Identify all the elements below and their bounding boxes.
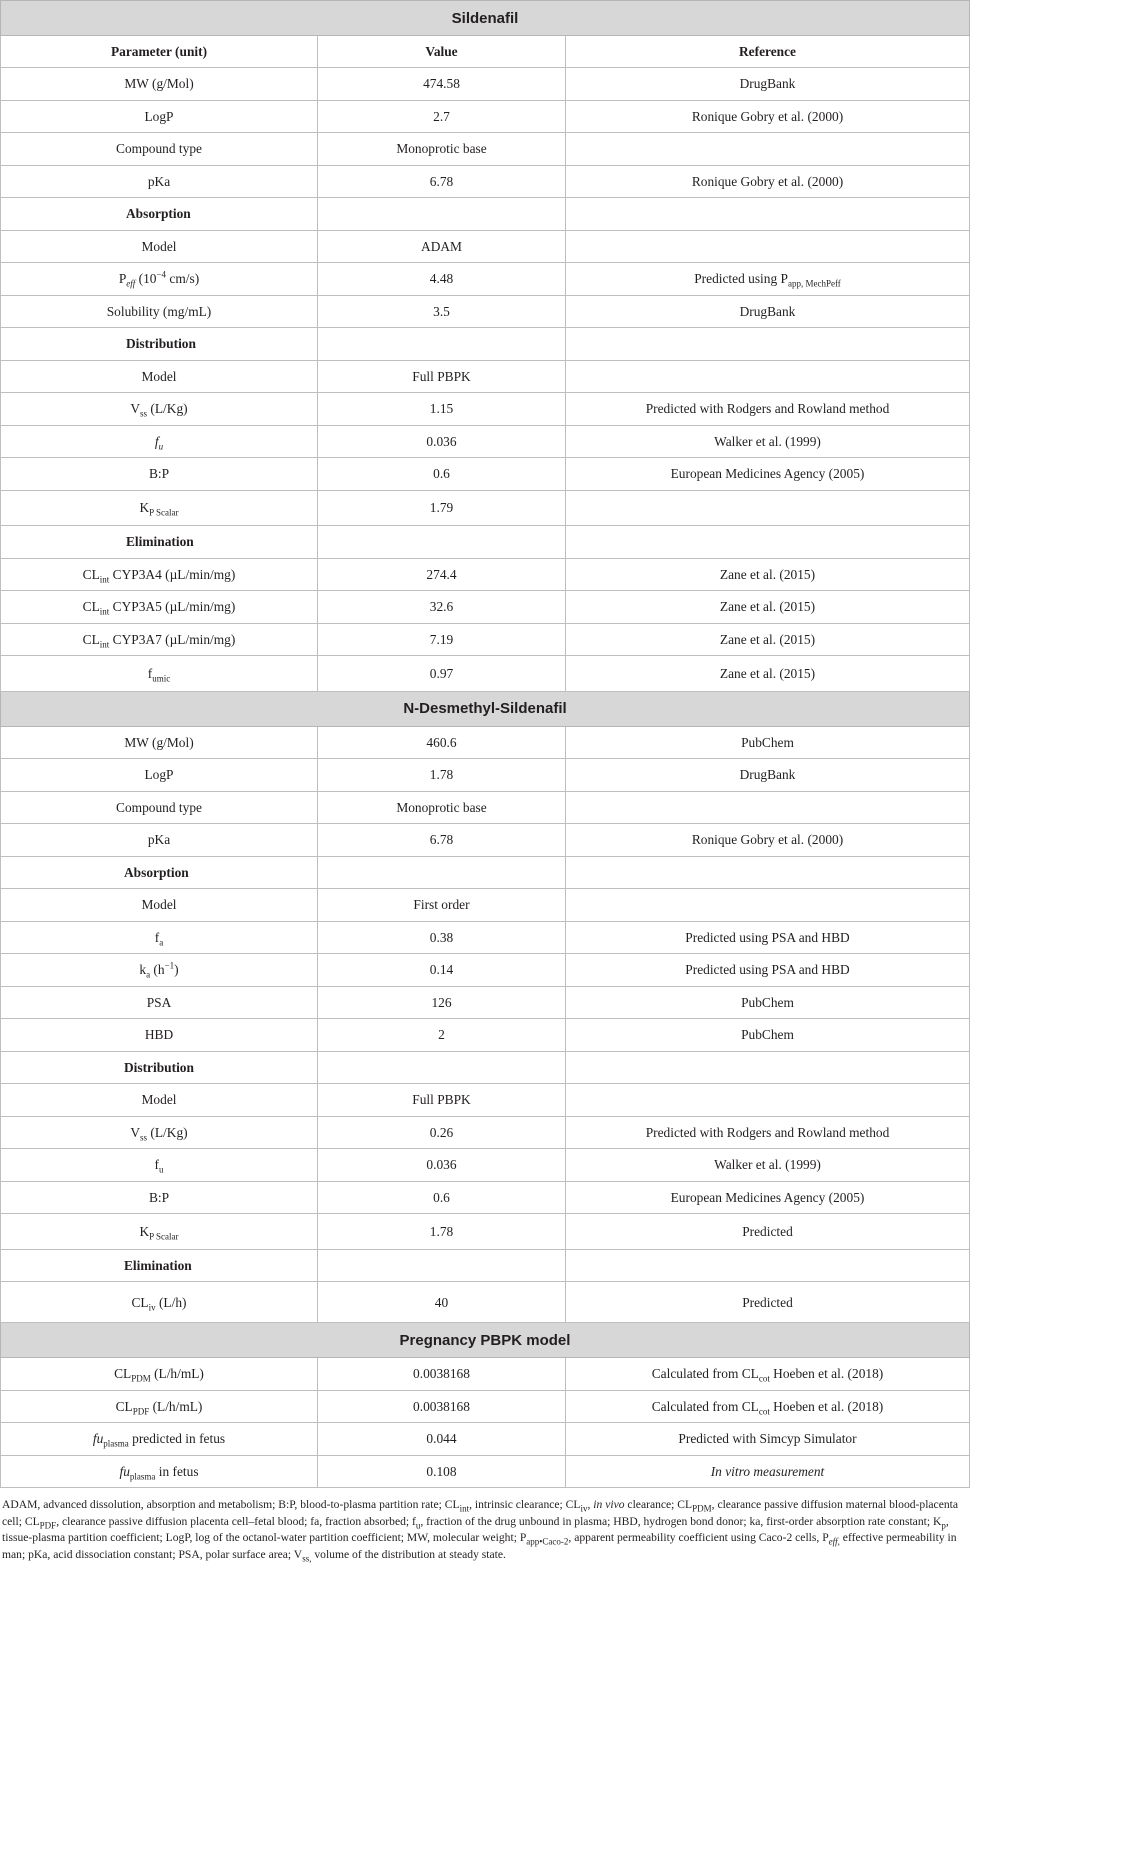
table-row bbox=[1, 824, 970, 857]
value-cell: 0.108 bbox=[318, 1455, 566, 1488]
table-row bbox=[1, 889, 970, 922]
value-cell: 0.6 bbox=[318, 1181, 566, 1214]
table-row bbox=[1, 986, 970, 1019]
subheading-distribution: Distribution bbox=[1, 1051, 318, 1084]
column-header-reference: Reference bbox=[566, 36, 970, 68]
reference-cell: Ronique Gobry et al. (2000) bbox=[566, 165, 970, 198]
value-cell: 1.79 bbox=[318, 490, 566, 526]
table-row bbox=[1, 100, 970, 133]
table-row bbox=[1, 921, 970, 954]
param-cell: pKa bbox=[1, 824, 318, 857]
subheading-row bbox=[1, 1051, 970, 1084]
value-cell: Monoprotic base bbox=[318, 791, 566, 824]
value-cell: 1.78 bbox=[318, 1214, 566, 1250]
reference-cell: In vitro measurement bbox=[566, 1455, 970, 1488]
param-cell: $f_a$ bbox=[1, 921, 318, 954]
subheading-absorption: Absorption bbox=[1, 198, 318, 231]
table-row bbox=[1, 759, 970, 792]
column-header-parameter: Parameter (unit) bbox=[1, 36, 318, 68]
param-cell: Model bbox=[1, 889, 318, 922]
reference-cell: Predicted with Rodgers and Rowland method bbox=[566, 393, 970, 426]
table-row bbox=[1, 954, 970, 987]
value-cell: 0.14 bbox=[318, 954, 566, 987]
param-cell: $k_a$ $(h^{-1})$ bbox=[1, 954, 318, 987]
value-cell: 2 bbox=[318, 1019, 566, 1052]
reference-cell: Walker et al. (1999) bbox=[566, 1149, 970, 1182]
reference-cell: Zane et al. (2015) bbox=[566, 558, 970, 591]
param-cell: $V_{ss}$ (L/Kg) bbox=[1, 1116, 318, 1149]
reference-cell bbox=[566, 889, 970, 922]
reference-cell bbox=[566, 133, 970, 166]
table-row bbox=[1, 558, 970, 591]
section-title: Pregnancy PBPK model bbox=[1, 1323, 970, 1358]
reference-cell: DrugBank bbox=[566, 68, 970, 101]
value-cell: 40 bbox=[318, 1282, 566, 1323]
param-cell: HBD bbox=[1, 1019, 318, 1052]
param-cell: Compound type bbox=[1, 791, 318, 824]
reference-cell: Calculated from $CL_{cot}$ Hoeben et al. (2018) bbox=[566, 1358, 970, 1391]
param-cell: $f_u$ bbox=[1, 425, 318, 458]
param-cell: $CL_{int}$ CYP3A7 (µL/min/mg) bbox=[1, 623, 318, 656]
param-cell: $f_u$ bbox=[1, 1149, 318, 1182]
param-cell: Model bbox=[1, 230, 318, 263]
subheading-row bbox=[1, 526, 970, 559]
reference-cell: PubChem bbox=[566, 986, 970, 1019]
table-row bbox=[1, 295, 970, 328]
table-row bbox=[1, 68, 970, 101]
column-header-row bbox=[1, 36, 970, 68]
value-cell: 4.48 bbox=[318, 263, 566, 296]
param-cell: Model bbox=[1, 1084, 318, 1117]
reference-cell: Predicted with Simcyp Simulator bbox=[566, 1423, 970, 1456]
table-row bbox=[1, 1149, 970, 1182]
value-cell: Monoprotic base bbox=[318, 133, 566, 166]
table-row bbox=[1, 165, 970, 198]
value-cell: 126 bbox=[318, 986, 566, 1019]
section-title: Sildenafil bbox=[1, 1, 970, 36]
table-row bbox=[1, 726, 970, 759]
reference-cell: Ronique Gobry et al. (2000) bbox=[566, 100, 970, 133]
reference-cell: Zane et al. (2015) bbox=[566, 656, 970, 692]
param-cell: B:P bbox=[1, 458, 318, 491]
reference-cell: DrugBank bbox=[566, 759, 970, 792]
reference-cell bbox=[566, 360, 970, 393]
subheading-row bbox=[1, 1249, 970, 1282]
param-cell: PSA bbox=[1, 986, 318, 1019]
reference-cell: PubChem bbox=[566, 1019, 970, 1052]
reference-cell: Predicted with Rodgers and Rowland method bbox=[566, 1116, 970, 1149]
value-cell: 6.78 bbox=[318, 824, 566, 857]
subheading-row bbox=[1, 856, 970, 889]
section-header-pregnancy bbox=[1, 1323, 970, 1358]
section-header-desmethyl bbox=[1, 691, 970, 726]
value-cell: 0.044 bbox=[318, 1423, 566, 1456]
table-row bbox=[1, 360, 970, 393]
reference-cell: PubChem bbox=[566, 726, 970, 759]
value-cell: 0.036 bbox=[318, 1149, 566, 1182]
table-row bbox=[1, 1019, 970, 1052]
reference-cell: Zane et al. (2015) bbox=[566, 623, 970, 656]
reference-cell: Predicted bbox=[566, 1282, 970, 1323]
param-cell: $CL_{iv}$ (L/h) bbox=[1, 1282, 318, 1323]
table-row bbox=[1, 393, 970, 426]
table-row bbox=[1, 490, 970, 526]
value-cell: 1.15 bbox=[318, 393, 566, 426]
table-row bbox=[1, 1455, 970, 1488]
value-cell: Full PBPK bbox=[318, 1084, 566, 1117]
param-cell: $K_{P Scalar}$ bbox=[1, 490, 318, 526]
value-cell: 3.5 bbox=[318, 295, 566, 328]
value-cell: Full PBPK bbox=[318, 360, 566, 393]
subheading-row bbox=[1, 328, 970, 361]
table-row bbox=[1, 133, 970, 166]
value-cell: ADAM bbox=[318, 230, 566, 263]
value-cell: 0.0038168 bbox=[318, 1390, 566, 1423]
value-cell: 474.58 bbox=[318, 68, 566, 101]
table-footnote: ADAM, advanced dissolution, absorption and metabolism; B:P, blood-to-plasma partition rate; $CL_{int}$, intrinsic clearance; $CL_{iv}$, in vivo clearance; $CL_{PDM}$, clearance passive diffusion maternal blood-placenta cell; $CL_{PDF}$, clearance passive diffusion placenta cell–fetal blood; fa, fraction absorbed; $f_u$, fraction of the drug unbound in plasma; HBD, hydrogen bond donor; ka, first-order absorption rate constant; $K_p$, tissue-plasma partition coefficient; LogP, log of the octanol-water partition coefficient; MW, molecular weight; $P_{app•Caco-2}$, apparent permeability coefficient using Caco-2 cells, $P_{eff,}$ effective permeability in man; pKa, acid dissociation constant; PSA, polar surface area; $V_{ss,}$ volume of the distribution at steady state. bbox=[2, 1498, 959, 1563]
table-row bbox=[1, 623, 970, 656]
table-row bbox=[1, 1358, 970, 1391]
subheading-elimination: Elimination bbox=[1, 526, 318, 559]
section-title: N-Desmethyl-Sildenafil bbox=[1, 691, 970, 726]
value-cell: 1.78 bbox=[318, 759, 566, 792]
param-cell: $P_{eff}$ ($10^{-4}$ cm/s) bbox=[1, 263, 318, 296]
table-row bbox=[1, 1282, 970, 1323]
param-cell: LogP bbox=[1, 100, 318, 133]
param-cell: $CL_{PDF}$ (L/h/mL) bbox=[1, 1390, 318, 1423]
value-cell: 6.78 bbox=[318, 165, 566, 198]
subheading-absorption: Absorption bbox=[1, 856, 318, 889]
value-cell: 7.19 bbox=[318, 623, 566, 656]
value-cell: 460.6 bbox=[318, 726, 566, 759]
param-cell: $K_{P Scalar}$ bbox=[1, 1214, 318, 1250]
reference-cell: Ronique Gobry et al. (2000) bbox=[566, 824, 970, 857]
reference-cell: Predicted bbox=[566, 1214, 970, 1250]
param-cell: $CL_{PDM}$ (L/h/mL) bbox=[1, 1358, 318, 1391]
column-header-value: Value bbox=[318, 36, 566, 68]
param-cell: pKa bbox=[1, 165, 318, 198]
value-cell: 2.7 bbox=[318, 100, 566, 133]
param-cell: Model bbox=[1, 360, 318, 393]
table-row bbox=[1, 1390, 970, 1423]
table-row bbox=[1, 1116, 970, 1149]
reference-cell bbox=[566, 490, 970, 526]
reference-cell bbox=[566, 230, 970, 263]
reference-cell: European Medicines Agency (2005) bbox=[566, 1181, 970, 1214]
table-row bbox=[1, 458, 970, 491]
reference-cell bbox=[566, 791, 970, 824]
table-row bbox=[1, 1084, 970, 1117]
value-cell: 0.38 bbox=[318, 921, 566, 954]
param-cell: Solubility (mg/mL) bbox=[1, 295, 318, 328]
reference-cell: Predicted using PSA and HBD bbox=[566, 954, 970, 987]
param-cell: $f_{umic}$ bbox=[1, 656, 318, 692]
value-cell: First order bbox=[318, 889, 566, 922]
param-cell: $fu_{plasma}$ in fetus bbox=[1, 1455, 318, 1488]
reference-cell bbox=[566, 1084, 970, 1117]
reference-cell: Zane et al. (2015) bbox=[566, 591, 970, 624]
table-row bbox=[1, 656, 970, 692]
param-cell: $CL_{int}$ CYP3A4 (µL/min/mg) bbox=[1, 558, 318, 591]
value-cell: 0.0038168 bbox=[318, 1358, 566, 1391]
reference-cell: Walker et al. (1999) bbox=[566, 425, 970, 458]
reference-cell: European Medicines Agency (2005) bbox=[566, 458, 970, 491]
param-cell: $fu_{plasma}$ predicted in fetus bbox=[1, 1423, 318, 1456]
reference-cell: Calculated from $CL_{cot}$ Hoeben et al. (2018) bbox=[566, 1390, 970, 1423]
param-cell: MW (g/Mol) bbox=[1, 68, 318, 101]
param-cell: $V_{ss}$ (L/Kg) bbox=[1, 393, 318, 426]
value-cell: 32.6 bbox=[318, 591, 566, 624]
reference-cell: Predicted using PSA and HBD bbox=[566, 921, 970, 954]
subheading-row bbox=[1, 198, 970, 231]
table-row bbox=[1, 263, 970, 296]
value-cell: 0.26 bbox=[318, 1116, 566, 1149]
param-cell: Compound type bbox=[1, 133, 318, 166]
value-cell: 0.97 bbox=[318, 656, 566, 692]
reference-cell: DrugBank bbox=[566, 295, 970, 328]
table-row bbox=[1, 791, 970, 824]
param-cell: B:P bbox=[1, 1181, 318, 1214]
param-cell: $CL_{int}$ CYP3A5 (µL/min/mg) bbox=[1, 591, 318, 624]
param-cell: LogP bbox=[1, 759, 318, 792]
table-row bbox=[1, 230, 970, 263]
subheading-distribution: Distribution bbox=[1, 328, 318, 361]
value-cell: 0.6 bbox=[318, 458, 566, 491]
value-cell: 274.4 bbox=[318, 558, 566, 591]
table-row bbox=[1, 591, 970, 624]
table-row bbox=[1, 1423, 970, 1456]
value-cell: 0.036 bbox=[318, 425, 566, 458]
table-row bbox=[1, 1181, 970, 1214]
subheading-elimination: Elimination bbox=[1, 1249, 318, 1282]
param-cell: MW (g/Mol) bbox=[1, 726, 318, 759]
table-row bbox=[1, 425, 970, 458]
section-header-sildenafil bbox=[1, 1, 970, 36]
reference-cell: Predicted using $P_{app, MechPeff}$ bbox=[566, 263, 970, 296]
table-row bbox=[1, 1214, 970, 1250]
